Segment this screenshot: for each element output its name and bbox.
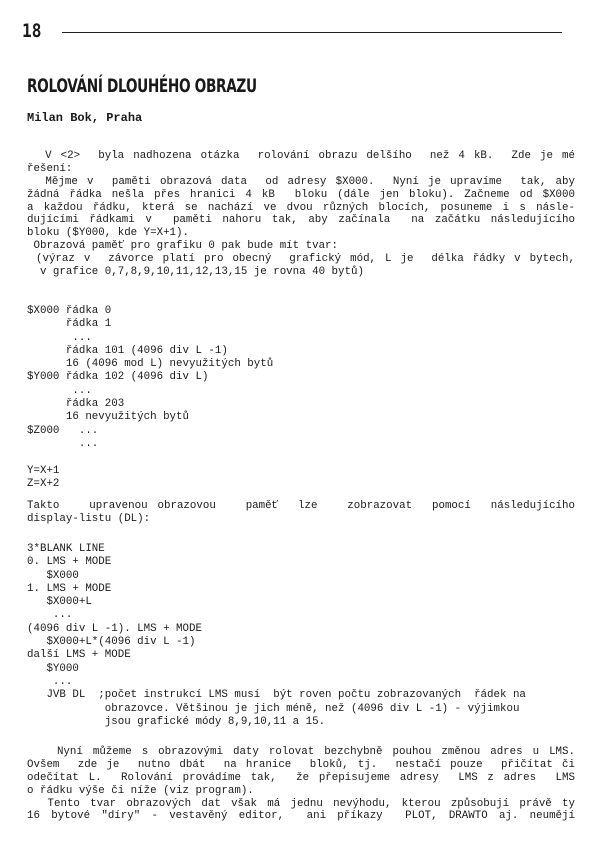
text-line: Ovšem zde je nutno dbát na hranice bloků, tj. nestačí pouze přičítat či [27,758,575,771]
text-line: žádná řádka nešla přes hranici 4 kB bloku (dále jen bloku). Začneme od $X000 [27,188,575,201]
text-line: Z=X+2 [27,477,60,490]
closing-paragraph [27,746,575,823]
text-line: v grafice 0,7,8,9,10,11,12,13,15 je rovna 40 bytů) [27,266,364,279]
article-title: ROLOVÁNÍ DLOUHÉHO OBRAZU [27,75,257,97]
header-rule [62,32,562,33]
text-line: ... [27,675,73,688]
text-line: řádka 1 [27,318,112,331]
text-line: další LMS + MODE [27,649,131,662]
text-line: 3*BLANK LINE [27,543,105,555]
text-line: ... [27,331,92,344]
text-line: 16 (4096 mod L) nevyužitých bytů [27,358,274,371]
text-line: řádka 203 [27,398,125,411]
text-line: jsou grafické módy 8,9,10,11 a 15. [27,715,326,728]
text-line: (výraz v závorce platí pro obecný grafický mód, L je délka řádky v bytech, [27,253,575,266]
text-line: řešení: [27,162,73,175]
text-line: (4096 div L -1). LMS + MODE [27,622,202,635]
text-line: 16 bytové "díry" - vestavěný editor, ani příkazy PLOT, DRAWTO aj. neumějí [27,810,575,823]
text-line [27,451,575,464]
text-line: $X000 [27,569,79,582]
text-line: Nyní můžeme s obrazovými daty rolovat bezchybně pouhou změnou adres u LMS. [27,746,575,758]
display-list-listing [27,543,575,729]
text-line: 0. LMS + MODE [27,556,112,569]
text-line: odečítat L. Rolování provádíme tak, že přepisujeme adresy LMS z adres LMS [27,771,575,784]
page-number: 18 [22,20,42,42]
intro-paragraph [27,150,575,279]
text-line: Obrazová paměť pro grafiku 0 pak bude mít tvar: [27,240,339,253]
text-line: $X000+L*(4096 div L -1) [27,636,196,649]
text-line: 1. LMS + MODE [27,582,112,595]
text-line: Mějme v paměti obrazová data od adresy $X000. Nyní je upravíme tak, aby [27,175,575,188]
text-line: řádka 101 (4096 div L -1) [27,344,228,357]
text-line: 16 nevyužitých bytů [27,411,189,424]
text-line: Takto upravenou obrazovou paměť lze zobrazovat pomocí následujícího [27,500,575,512]
display-list-intro [27,500,575,526]
text-line: a každou řádku, která se nachází ve dvou různých blocích, posuneme i s násle- [27,201,575,214]
text-line: display-listu (DL): [27,512,151,525]
text-line: ... [27,384,92,397]
text-line: V <2> byla nadhozena otázka rolování obrazu delšího než 4 kB. Zde je mé [27,150,575,162]
text-line: ... [27,609,73,622]
text-line: JVB DL ;počet instrukcí LMS musí být roven počtu zobrazovaných řádek na [27,689,526,702]
text-line: bloku ($Y000, kde Y=X+1). [27,227,189,240]
text-line: $Z000 ... [27,424,99,437]
text-line: o řádku výše či níže (viz program). [27,784,254,797]
text-line: $X000 řádka 0 [27,305,112,317]
text-line: $Y000 [27,662,79,675]
text-line: Y=X+1 [27,464,60,477]
text-line: dujícími řádkami v paměti nahoru tak, aby začínala na začátku následujícího [27,214,575,227]
text-line: $X000+L [27,596,92,609]
memory-map-listing [27,305,575,491]
page-header [22,20,562,44]
text-line: Tento tvar obrazových dat však má jednu nevýhodu, kterou způsobují právě ty [27,797,575,810]
text-line: ... [27,437,99,450]
text-line: obrazovce. Většinou je jich méně, než (4096 div L -1) - výjimkou [27,702,520,715]
text-line: $Y000 řádka 102 (4096 div L) [27,371,209,384]
author-line: Milan Bok, Praha [27,111,143,125]
